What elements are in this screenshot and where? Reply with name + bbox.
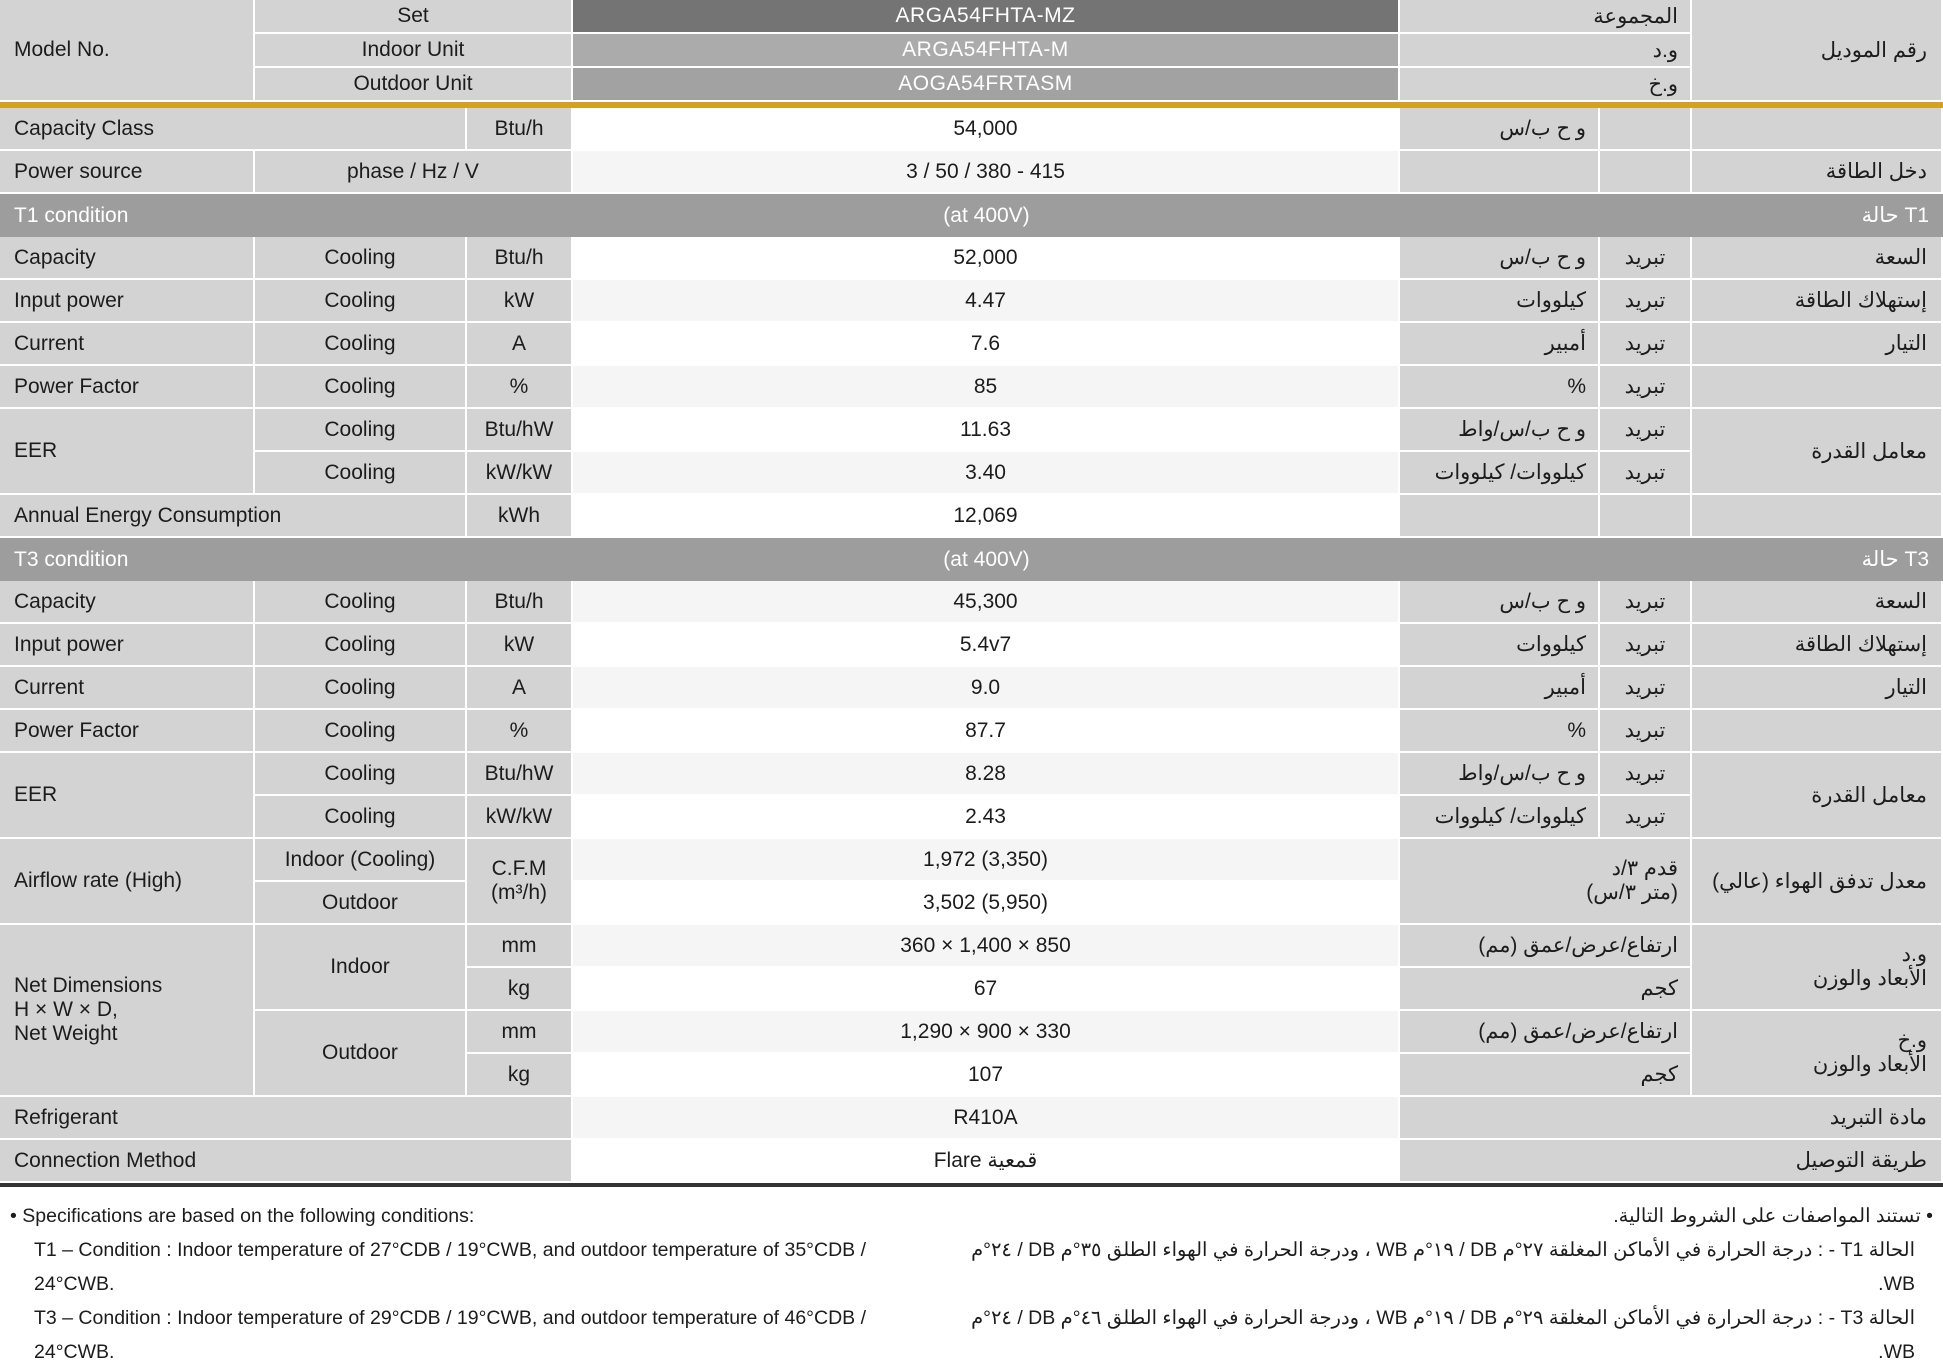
dimensions-outdoor-kg-unit-ar: كجم: [1400, 1054, 1692, 1097]
airflow-label-ar: معدل تدفق الهواء (عالي): [1692, 839, 1943, 925]
t1-capacity-label-ar: السعة: [1692, 237, 1943, 280]
footnote-en-conditions: • Specifications are based on the following conditions:: [10, 1205, 475, 1227]
t3-eer-btu-unit-ar: و ح ب/س/واط: [1400, 753, 1600, 796]
table-row: [0, 581, 1943, 624]
table-row: [0, 0, 1943, 34]
table-row: [0, 1011, 1943, 1054]
dimensions-outdoor-kg-value: 107: [573, 1054, 1400, 1097]
t3-input-power-sub: Cooling: [255, 624, 467, 667]
t1-input-power-value: 4.47: [573, 280, 1400, 323]
footnote-ar-t1: الحالة T1 - : درجة الحرارة في الأماكن المغلقة ٢٧°م DB / ١٩°م WB ، ودرجة الحرارة في الهواء الطلق ٣٥°م DB / ٢٤°م WB.: [971, 1239, 1915, 1295]
t3-eer-btu-sub: Cooling: [255, 753, 467, 796]
t3-power-factor-sub: Cooling: [255, 710, 467, 753]
t1-eer-kw-unit-ar: كيلووات/ كيلووات: [1400, 452, 1600, 495]
empty-cell: [1692, 366, 1943, 409]
dimensions-indoor-label-ar: [1692, 925, 1943, 1011]
t1-current-label-ar: التيار: [1692, 323, 1943, 366]
capacity-class-value: 54,000: [573, 108, 1400, 151]
model-outdoor-value: AOGA54FRTASM: [573, 68, 1400, 102]
airflow-unit-ar: [1400, 839, 1692, 925]
t1-input-power-sub-ar: تبريد: [1600, 280, 1692, 323]
dimensions-indoor-kg-unit-ar: كجم: [1400, 968, 1692, 1011]
empty-cell: [1600, 108, 1692, 151]
annual-energy-label: Annual Energy Consumption: [0, 495, 467, 538]
t1-header-label: T1 condition: [0, 194, 573, 237]
dimensions-label-line1: Net Dimensions: [14, 974, 163, 997]
empty-cell: [1400, 495, 1600, 538]
table-row: [0, 796, 1943, 839]
airflow-unit-line1: C.F.M: [491, 857, 547, 880]
t1-current-unit-ar: أمبير: [1400, 323, 1600, 366]
table-row: [0, 409, 1943, 452]
t1-eer-label-ar: معامل القدرة: [1692, 409, 1943, 495]
model-set-name: Set: [255, 0, 573, 34]
model-indoor-label-ar: و.د: [1400, 34, 1692, 68]
t1-eer-kw-sub-ar: تبريد: [1600, 452, 1692, 495]
power-source-value: 3 / 50 / 380 - 415: [573, 151, 1400, 194]
empty-cell: [1400, 151, 1600, 194]
t3-capacity-sub-ar: تبريد: [1600, 581, 1692, 624]
airflow-outdoor-sub: Outdoor: [255, 882, 467, 925]
t1-capacity-label: Capacity: [0, 237, 255, 280]
table-row: [0, 452, 1943, 495]
t1-current-label: Current: [0, 323, 255, 366]
airflow-indoor-value: 1,972 (3,350): [573, 839, 1400, 882]
t1-capacity-value: 52,000: [573, 237, 1400, 280]
table-row: [0, 68, 1943, 102]
airflow-unit-line2: (m³/h): [491, 881, 547, 904]
dimensions-indoor-kg-unit: kg: [467, 968, 573, 1011]
connection-method-label-ar: طريقة التوصيل: [1400, 1140, 1943, 1183]
t1-eer-btu-unit: Btu/hW: [467, 409, 573, 452]
t1-current-sub-ar: تبريد: [1600, 323, 1692, 366]
dimensions-indoor-sub: Indoor: [255, 925, 467, 1011]
t1-section-header: [0, 194, 1943, 237]
t3-header-label: T3 condition: [0, 538, 573, 581]
t3-current-sub-ar: تبريد: [1600, 667, 1692, 710]
dimensions-indoor-mm-unit-ar: ارتفاع/عرض/عمق (مم): [1400, 925, 1692, 968]
t1-eer-label: EER: [0, 409, 255, 495]
t3-eer-kw-value: 2.43: [573, 796, 1400, 839]
table-row: [0, 839, 1943, 882]
footnote-ar-t3: الحالة T3 - : درجة الحرارة في الأماكن المغلقة ٢٩°م DB / ١٩°م WB ، ودرجة الحرارة في الهواء الطلق ٤٦°م DB / ٢٤°م WB.: [971, 1307, 1915, 1363]
t3-current-value: 9.0: [573, 667, 1400, 710]
model-indoor-name: Indoor Unit: [255, 34, 573, 68]
t3-section-header: [0, 538, 1943, 581]
t3-current-label: Current: [0, 667, 255, 710]
t3-eer-btu-unit: Btu/hW: [467, 753, 573, 796]
table-row: [0, 667, 1943, 710]
table-row: [0, 753, 1943, 796]
t1-capacity-unit: Btu/h: [467, 237, 573, 280]
table-row: [0, 624, 1943, 667]
t3-eer-btu-value: 8.28: [573, 753, 1400, 796]
footnote-en-t1: T1 – Condition : Indoor temperature of 27°CDB / 19°CWB, and outdoor temperature of 35°CDB / 24°CWB.: [34, 1239, 866, 1295]
dimensions-label: [0, 925, 255, 1097]
empty-cell: [1600, 151, 1692, 194]
t1-capacity-sub-ar: تبريد: [1600, 237, 1692, 280]
t1-capacity-sub: Cooling: [255, 237, 467, 280]
connection-method-value: Flare قمعية: [573, 1140, 1400, 1183]
t1-eer-btu-unit-ar: و ح ب/س/واط: [1400, 409, 1600, 452]
model-no-label: Model No.: [0, 0, 255, 102]
t1-power-factor-label: Power Factor: [0, 366, 255, 409]
t3-power-factor-value: 87.7: [573, 710, 1400, 753]
footnote-en-t3: T3 – Condition : Indoor temperature of 29°CDB / 19°CWB, and outdoor temperature of 46°CDB / 24°CWB.: [34, 1307, 866, 1363]
t3-capacity-label: Capacity: [0, 581, 255, 624]
t1-power-factor-sub: Cooling: [255, 366, 467, 409]
t3-power-factor-unit: %: [467, 710, 573, 753]
t1-input-power-label-ar: إستهلاك الطاقة: [1692, 280, 1943, 323]
t1-eer-kw-sub: Cooling: [255, 452, 467, 495]
t1-eer-btu-sub-ar: تبريد: [1600, 409, 1692, 452]
t3-input-power-value: 5.4v7: [573, 624, 1400, 667]
t1-power-factor-sub-ar: تبريد: [1600, 366, 1692, 409]
dimensions-indoor-mm-value: 360 × 1,400 × 850: [573, 925, 1400, 968]
table-row: [0, 34, 1943, 68]
dimensions-indoor-label-ar-line1: و.د: [1901, 943, 1927, 966]
t1-eer-btu-sub: Cooling: [255, 409, 467, 452]
t3-current-sub: Cooling: [255, 667, 467, 710]
dimensions-indoor-kg-value: 67: [573, 968, 1400, 1011]
t1-input-power-label: Input power: [0, 280, 255, 323]
table-row: [0, 151, 1943, 194]
power-source-sub: phase / Hz / V: [255, 151, 573, 194]
t3-eer-kw-unit: kW/kW: [467, 796, 573, 839]
t3-capacity-label-ar: السعة: [1692, 581, 1943, 624]
model-outdoor-label-ar: و.خ: [1400, 68, 1692, 102]
dimensions-outdoor-label-ar-line2: الأبعاد والوزن: [1812, 1053, 1927, 1076]
power-source-label: Power source: [0, 151, 255, 194]
capacity-class-unit-ar: و ح ب/س: [1400, 108, 1600, 151]
t3-power-factor-unit-ar: %: [1400, 710, 1600, 753]
t3-input-power-unit-ar: كيلووات: [1400, 624, 1600, 667]
dimensions-indoor-label-ar-line2: الأبعاد والوزن: [1812, 967, 1927, 990]
t3-input-power-sub-ar: تبريد: [1600, 624, 1692, 667]
annual-energy-value: 12,069: [573, 495, 1400, 538]
t1-input-power-unit-ar: كيلووات: [1400, 280, 1600, 323]
t1-capacity-unit-ar: و ح ب/س: [1400, 237, 1600, 280]
t1-power-factor-unit: %: [467, 366, 573, 409]
model-outdoor-name: Outdoor Unit: [255, 68, 573, 102]
t1-eer-btu-value: 11.63: [573, 409, 1400, 452]
t3-eer-kw-unit-ar: كيلووات/ كيلووات: [1400, 796, 1600, 839]
t3-current-unit-ar: أمبير: [1400, 667, 1600, 710]
empty-cell: [1600, 495, 1692, 538]
capacity-class-label: Capacity Class: [0, 108, 467, 151]
t1-current-sub: Cooling: [255, 323, 467, 366]
model-indoor-value: ARGA54FHTA-M: [573, 34, 1400, 68]
t1-power-factor-value: 85: [573, 366, 1400, 409]
t3-eer-label: EER: [0, 753, 255, 839]
t1-voltage-note: (at 400V): [573, 194, 1400, 237]
footnotes-en: [0, 1199, 941, 1369]
t3-current-label-ar: التيار: [1692, 667, 1943, 710]
t1-power-factor-unit-ar: %: [1400, 366, 1600, 409]
table-row: [0, 1097, 1943, 1140]
t1-header-label-ar: حالة T1: [1400, 194, 1943, 237]
annual-energy-unit: kWh: [467, 495, 573, 538]
dimensions-outdoor-label-ar-line1: و.خ: [1897, 1029, 1927, 1052]
empty-cell: [1692, 710, 1943, 753]
dimensions-outdoor-mm-value: 1,290 × 900 × 330: [573, 1011, 1400, 1054]
footnotes-ar: [941, 1199, 1943, 1369]
dimensions-label-line3: Net Weight: [14, 1022, 118, 1045]
t3-input-power-unit: kW: [467, 624, 573, 667]
t3-eer-kw-sub: Cooling: [255, 796, 467, 839]
t3-capacity-unit: Btu/h: [467, 581, 573, 624]
t3-capacity-unit-ar: و ح ب/س: [1400, 581, 1600, 624]
table-row: [0, 925, 1943, 968]
refrigerant-label-ar: مادة التبريد: [1400, 1097, 1943, 1140]
t3-input-power-label: Input power: [0, 624, 255, 667]
model-set-label-ar: المجموعة: [1400, 0, 1692, 34]
refrigerant-label: Refrigerant: [0, 1097, 573, 1140]
t3-capacity-value: 45,300: [573, 581, 1400, 624]
model-set-value: ARGA54FHTA-MZ: [573, 0, 1400, 34]
table-row: [0, 108, 1943, 151]
airflow-outdoor-value: 3,502 (5,950): [573, 882, 1400, 925]
t1-input-power-unit: kW: [467, 280, 573, 323]
t1-eer-kw-value: 3.40: [573, 452, 1400, 495]
t1-current-unit: A: [467, 323, 573, 366]
t3-current-unit: A: [467, 667, 573, 710]
footnote-ar-conditions: • تستند المواصفات على الشروط التالية.: [1613, 1205, 1933, 1227]
table-row: [0, 280, 1943, 323]
t3-capacity-sub: Cooling: [255, 581, 467, 624]
power-source-label-ar: دخل الطاقة: [1692, 151, 1943, 194]
t3-eer-btu-sub-ar: تبريد: [1600, 753, 1692, 796]
airflow-label: Airflow rate (High): [0, 839, 255, 925]
table-row: [0, 495, 1943, 538]
t1-input-power-sub: Cooling: [255, 280, 467, 323]
t1-eer-kw-unit: kW/kW: [467, 452, 573, 495]
t3-header-label-ar: حالة T3: [1400, 538, 1943, 581]
airflow-indoor-sub: Indoor (Cooling): [255, 839, 467, 882]
dimensions-outdoor-mm-unit: mm: [467, 1011, 573, 1054]
model-no-label-ar: رقم الموديل: [1692, 0, 1943, 102]
airflow-unit: [467, 839, 573, 925]
table-row: [0, 366, 1943, 409]
t3-eer-kw-sub-ar: تبريد: [1600, 796, 1692, 839]
dimensions-outdoor-kg-unit: kg: [467, 1054, 573, 1097]
dimensions-outdoor-label-ar: [1692, 1011, 1943, 1097]
t3-power-factor-sub-ar: تبريد: [1600, 710, 1692, 753]
dimensions-outdoor-mm-unit-ar: ارتفاع/عرض/عمق (مم): [1400, 1011, 1692, 1054]
t3-voltage-note: (at 400V): [573, 538, 1400, 581]
airflow-unit-ar-line1: قدم ٣/د: [1611, 857, 1678, 880]
dimensions-outdoor-sub: Outdoor: [255, 1011, 467, 1097]
capacity-class-unit: Btu/h: [467, 108, 573, 151]
t3-input-power-label-ar: إستهلاك الطاقة: [1692, 624, 1943, 667]
connection-method-label: Connection Method: [0, 1140, 573, 1183]
airflow-unit-ar-line2: (متر ٣/س): [1586, 881, 1678, 904]
table-row: [0, 710, 1943, 753]
t3-eer-label-ar: معامل القدرة: [1692, 753, 1943, 839]
dimensions-label-line2: H × W × D,: [14, 998, 118, 1021]
table-row: [0, 323, 1943, 366]
empty-cell: [1692, 108, 1943, 151]
t3-power-factor-label: Power Factor: [0, 710, 255, 753]
t1-current-value: 7.6: [573, 323, 1400, 366]
footnotes: [0, 1187, 1943, 1369]
empty-cell: [1692, 495, 1943, 538]
table-row: [0, 1140, 1943, 1183]
table-row: [0, 237, 1943, 280]
dimensions-indoor-mm-unit: mm: [467, 925, 573, 968]
refrigerant-value: R410A: [573, 1097, 1400, 1140]
